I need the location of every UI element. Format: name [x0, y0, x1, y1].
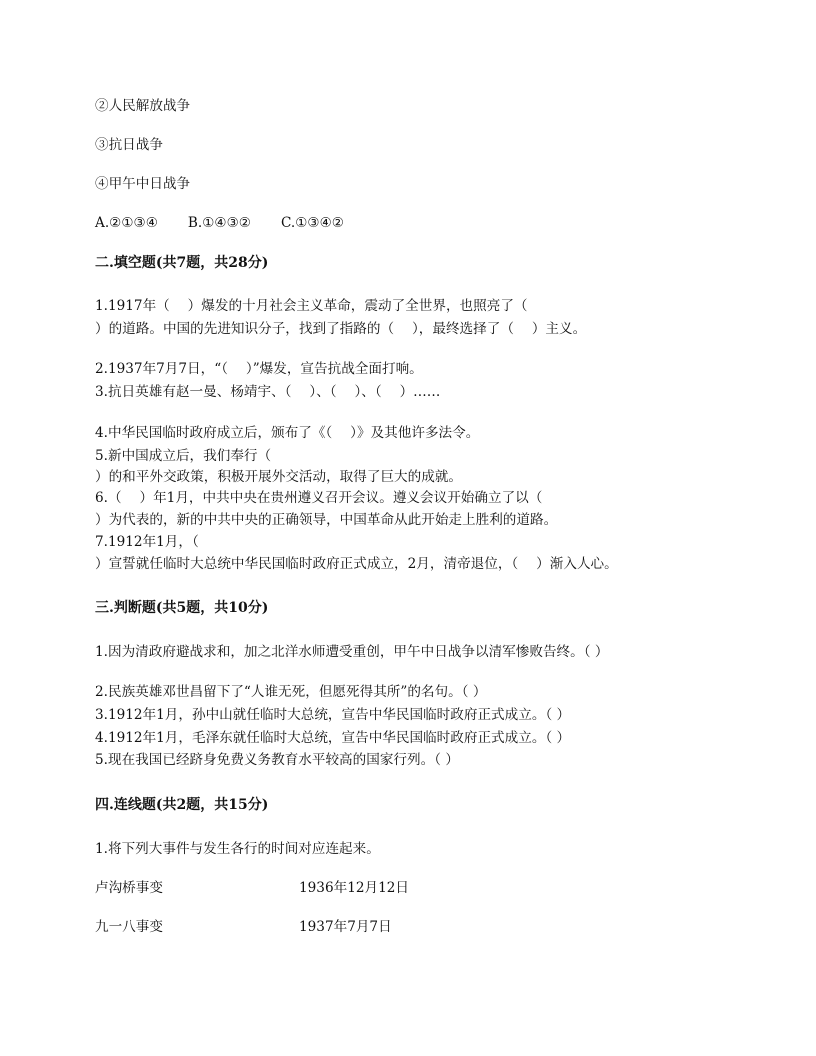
match-q1: 1.将下列大事件与发生各行的时间对应连起来。: [95, 841, 380, 857]
fill-q6-line1: 6.（ ）年1月，中共中央在贵州遵义召开会议。遵义会议开始确立了以（: [95, 490, 543, 506]
choice-a: A.②①③④: [95, 215, 158, 231]
fill-q1-line1: 1.1917年（ ）爆发的十月社会主义革命，震动了全世界，也照亮了（: [95, 298, 528, 314]
section-4-heading: 四.连线题(共2题，共15分): [95, 797, 269, 813]
fill-q7-line2: ）宣誓就任临时大总统中华民国临时政府正式成立，2月，清帝退位，（ ）渐入人心。: [95, 556, 618, 572]
fill-q7-line1: 7.1912年1月，（: [95, 534, 199, 550]
judge-q3: 3.1912年1月，孙中山就任临时大总统，宣告中华民国临时政府正式成立。（ ）: [95, 707, 571, 723]
fill-q3: 3.抗日英雄有赵一曼、杨靖宇、（ ）、（ ）、（ ）……: [95, 384, 441, 400]
choice-b: B.①④③②: [187, 215, 251, 231]
fill-q5-line2: ）的和平外交政策，积极开展外交活动，取得了巨大的成就。: [95, 469, 463, 485]
choice-c: C.①③④②: [280, 215, 344, 231]
match-date: 1937年7月7日: [299, 919, 392, 935]
fill-q2: 2.1937年7月7日，“（ ）”爆发，宣告抗战全面打响。: [95, 361, 423, 377]
judge-q1: 1.因为清政府避战求和，加之北洋水师遭受重创，甲午中日战争以清军惨败告终。（ ）: [95, 644, 609, 660]
match-event: 九一八事变: [95, 919, 163, 935]
judge-q4: 4.1912年1月，毛泽东就任临时大总统，宣告中华民国临时政府正式成立。（ ）: [95, 730, 571, 746]
match-date: 1936年12月12日: [299, 880, 409, 896]
answer-choices: [95, 214, 344, 232]
match-event: 卢沟桥事变: [95, 880, 163, 896]
fill-q4: 4.中华民国临时政府成立后，颁布了《（ ）》及其他许多法令。: [95, 425, 480, 441]
judge-q2: 2.民族英雄邓世昌留下了“人谁无死，但愿死得其所”的名句。（ ）: [95, 684, 487, 700]
section-3-heading: 三.判断题(共5题，共10分): [95, 600, 269, 616]
match-row: [95, 918, 392, 936]
section-2-heading: 二.填空题(共7题，共28分): [95, 255, 269, 271]
match-row: [95, 879, 409, 897]
judge-q5: 5.现在我国已经跻身免费义务教育水平较高的国家行列。（ ）: [95, 752, 459, 768]
option-3: ③抗日战争: [95, 137, 163, 153]
fill-q6-line2: ）为代表的，新的中共中央的正确领导，中国革命从此开始走上胜利的道路。: [95, 512, 558, 528]
fill-q1-line2: ）的道路。中国的先进知识分子，找到了指路的（ ），最终选择了（ ）主义。: [95, 321, 587, 337]
option-2: ②人民解放战争: [95, 98, 191, 114]
option-4: ④甲午中日战争: [95, 176, 191, 192]
fill-q5-line1: 5.新中国成立后，我们奉行（: [95, 448, 272, 464]
